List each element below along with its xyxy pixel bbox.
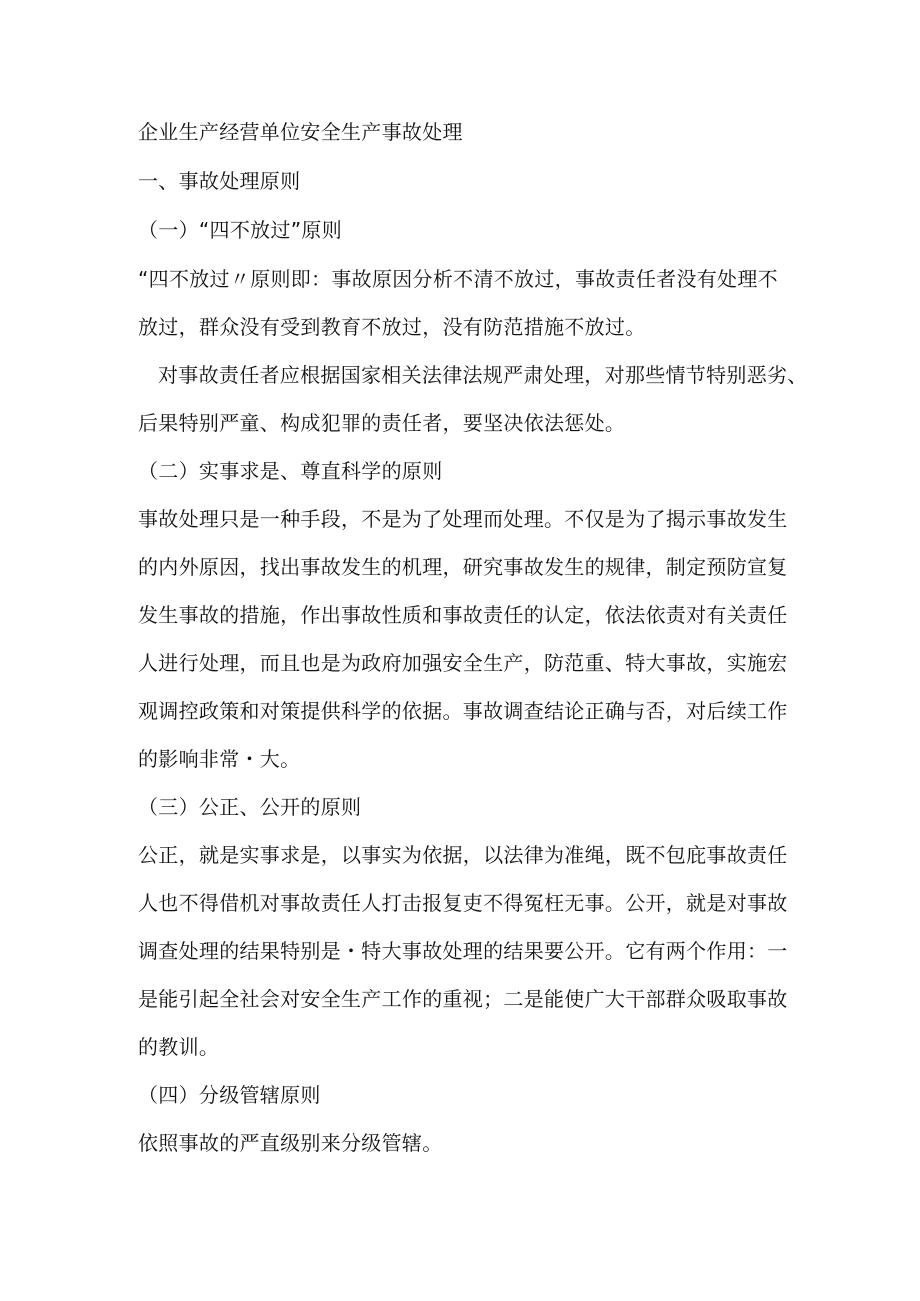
subsection-heading: （三）公正、公开的原则 <box>138 795 362 819</box>
paragraph-line: 事故处理只是一种手段，不是为了处理而处理。不仅是为了揭示事故发生 <box>138 507 788 531</box>
subsection-heading: （四）分级管辖原则 <box>138 1083 321 1107</box>
paragraph-line: 调查处理的结果特别是・特大事故处理的结果要公开。它有两个作用：一 <box>138 939 788 963</box>
paragraph-line: 人进行处理，而且也是为政府加强安全生产，防范重、特大事故，实施宏 <box>138 651 788 675</box>
paragraph-line: 发生事故的措施，作出事故性质和事故责任的认定，依法依责对有关责任 <box>138 603 788 627</box>
paragraph-line: 的内外原因，找出事故发生的机理，研究事故发生的规律，制定预防宣复 <box>138 555 788 579</box>
paragraph-line: 公正，就是实事求是，以事实为依据，以法律为准绳，既不包庇事故责任 <box>138 843 788 867</box>
paragraph-line: 观调控政策和对策提供科学的依据。事故调查结论正确与否，对后续工作 <box>138 699 788 723</box>
paragraph-line: 的影响非常・大。 <box>138 747 301 771</box>
document-title: 企业生产经营单位安全生产事故处理 <box>138 120 463 144</box>
paragraph-line: 后果特别严童、构成犯罪的责任者，要坚决依法惩处。 <box>138 411 626 435</box>
paragraph-line: 是能引起全社会对安全生产工作的重视；二是能使广大干部群众吸取事故 <box>138 987 788 1011</box>
subsection-heading: （一）“四不放过”原则 <box>138 218 343 242</box>
paragraph-line: 放过，群众没有受到教育不放过，没有防范措施不放过。 <box>138 315 646 339</box>
paragraph-line: 对事故责任者应根据国家相关法律法规严肃处理，对那些情节特别恶劣、 <box>158 363 808 387</box>
subsection-heading: （二）实事求是、尊直科学的原则 <box>138 459 443 483</box>
paragraph-line: 依照事故的严直级别来分级管辖。 <box>138 1131 443 1155</box>
section-heading: 一、事故处理原则 <box>138 169 301 193</box>
paragraph-line: “四不放过〃原则即：事故原因分析不清不放过，事故责任者没有处理不 <box>138 267 778 291</box>
paragraph-line: 人也不得借机对事故责任人打击报复吏不得冤枉无事。公开，就是对事故 <box>138 891 788 915</box>
paragraph-line: 的教训。 <box>138 1035 220 1059</box>
